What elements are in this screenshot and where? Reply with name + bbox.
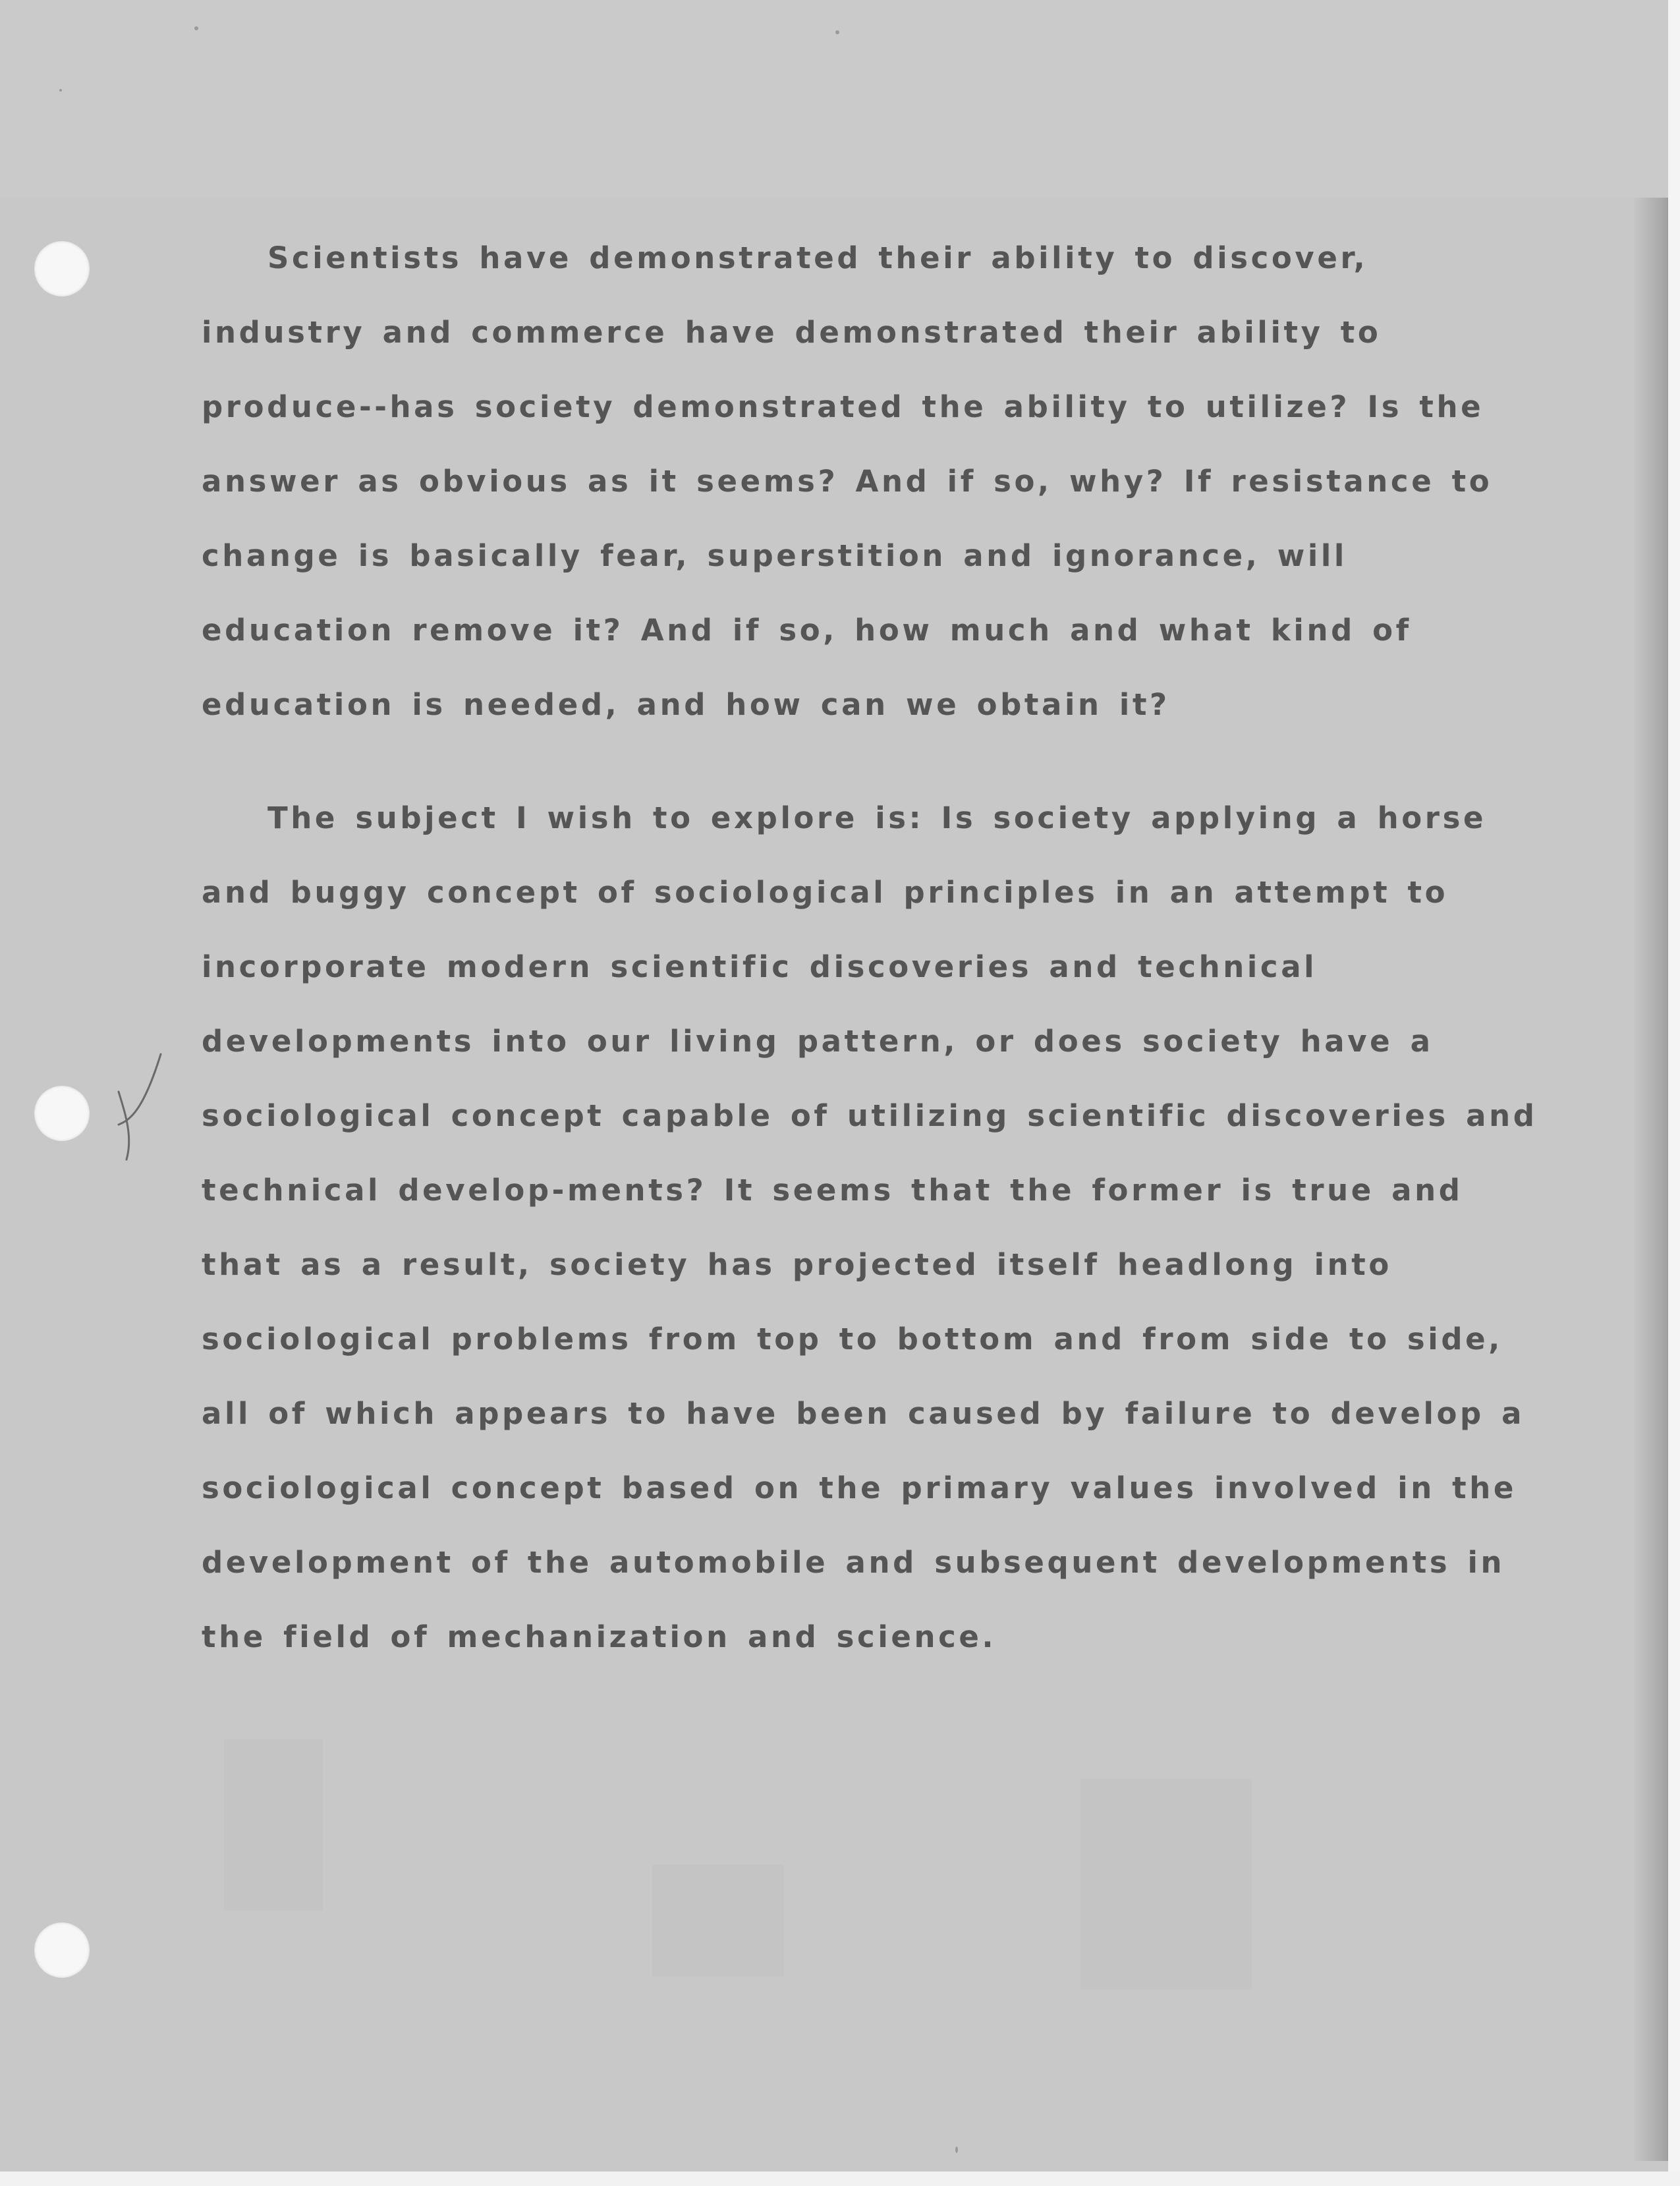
binder-hole-middle bbox=[34, 1086, 90, 1141]
speck bbox=[59, 89, 62, 92]
paragraph-1-text: Scientists have demonstrated their ability to discover, industry and commerce have demonstrated their ability to produce--has society demonstrated the ability to utilize? Is the answer as obvious as it seems? And if so, why? If resistance to change is basically fear, superstition and ignorance, will education remove it? And if so, how much and what kind of education is needed, and how can we obtain it? bbox=[202, 240, 1493, 722]
scan-artifact bbox=[652, 1864, 784, 1976]
handwritten-check-mark-icon bbox=[107, 1051, 186, 1163]
top-band bbox=[0, 0, 1680, 198]
right-paper-edge bbox=[1668, 0, 1680, 2186]
paragraph-2 bbox=[202, 781, 1546, 1674]
speck bbox=[835, 30, 839, 34]
paragraph-2-text: The subject I wish to explore is: Is society applying a horse and buggy concept of sociological principles in an attempt to incorporate modern scientific discoveries and technical developments into our living pattern, or does society have a sociological concept capable of utilizing scientific discoveries and technical develop-ments? It seems that the former is true and that as a result, society has projected itself headlong into sociological problems from top to bottom and from side to side, all of which appears to have been caused by failure to develop a sociological concept based on the primary values involved in the development of the automobile and subsequent developments in the field of mechanization and science. bbox=[202, 800, 1538, 1654]
bottom-paper-edge bbox=[0, 2172, 1680, 2186]
binder-hole-top bbox=[34, 241, 90, 296]
speck bbox=[955, 2146, 958, 2153]
speck bbox=[194, 26, 198, 30]
paragraph-1 bbox=[202, 221, 1546, 742]
scan-artifact bbox=[224, 1739, 323, 1911]
scan-artifact bbox=[1080, 1779, 1252, 1990]
binder-hole-bottom bbox=[34, 1922, 90, 1978]
